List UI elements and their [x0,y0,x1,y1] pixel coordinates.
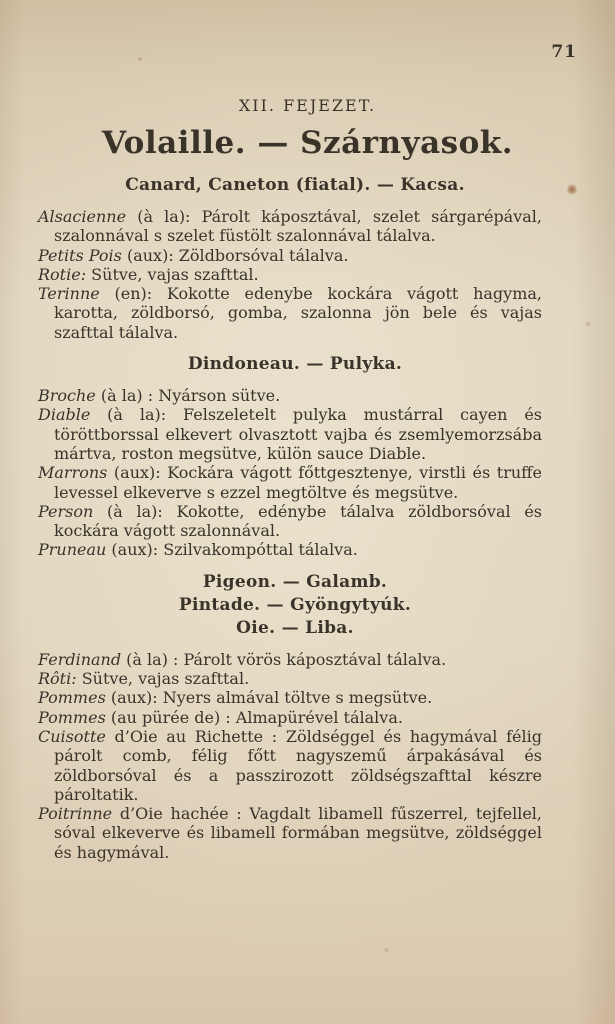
recipe-entry: Poitrinne d’Oie hachée : Vagdalt libamell fűszerrel, tejfellel, sóval elkeverve és libamell formában megsütve, zöldséggel és hagymával. [38,804,542,862]
recipe-entry: Pommes (au pürée de) : Almapürével tálalva. [38,707,403,727]
recipe-entry: Cuisotte d’Oie au Richette : Zöldséggel és hagymával félig párolt comb, félig főtt nagyszemű árpakásával és zöldborsóval és a passzirozott zöldségszafttal készre pároltatik. [38,726,542,804]
recipe-entry: Pruneau (aux): Szilvakompóttal tálalva. [38,540,358,560]
section-header-group [38,353,542,376]
recipe-entry: Terinne (en): Kokotte edenybe kockára vágott hagyma, karotta, zöldborsó, gomba, szalonna jön bele és vajas szafttal tálalva. [38,284,542,342]
section-header: Dindoneau. — Pulyka. [187,354,403,375]
content-sections [38,174,542,862]
recipe-entry: Petits Pois (aux): Zöldborsóval tálalva. [38,245,349,265]
entry-lead: Pommes [38,688,106,708]
section [38,571,542,862]
entry-lead: Cuisotte [38,726,106,746]
section-header: Pintade. — Gyöngytyúk. [178,594,412,615]
recipe-entry: Pommes (aux): Nyers almával töltve s megsütve. [38,688,433,708]
recipe-entry: Rotie: Sütve, vajas szafttal. [38,264,259,284]
entry-lead: Rotie: [38,264,87,284]
paper-speck [585,321,591,327]
entry-lead: Diable [38,405,91,425]
section [38,353,542,560]
section [38,174,542,342]
entry-lead: Pruneau [38,540,107,560]
page-title: Volaille. — Szárnyasok. [101,125,514,161]
recipe-entry: Broche (à la) : Nyárson sütve. [38,386,281,406]
recipe-entry: Ferdinand (à la) : Párolt vörös káposztával tálalva. [38,649,447,669]
entry-lead: Terinne [38,284,100,304]
recipe-entry: Alsacienne (à la): Párolt káposztával, szelet sárgarépával, szalonnával s szelet füstölt szalonnával tálalva. [38,207,542,246]
section-header: Pigeon. — Galamb. [202,571,388,592]
page-number: 71 [551,42,577,62]
section-header-group [38,571,542,640]
paper-speck [384,948,389,952]
recipe-entry: Rôti: Sütve, vajas szafttal. [38,669,250,689]
chapter-heading: XII. FEJEZET. [238,96,377,115]
entry-lead: Ferdinand [38,649,122,669]
entry-lead: Person [38,501,94,521]
section-header-group [38,174,542,197]
entry-lead: Broche [38,386,96,406]
entry-lead: Petits Pois [38,245,122,265]
entry-lead: Marrons [38,463,108,483]
section-header: Oie. — Liba. [236,617,354,638]
entry-lead: Pommes [38,707,106,727]
entry-lead: Poitrinne [38,804,113,824]
recipe-entry: Person (à la): Kokotte, edénybe tálalva zöldborsóval és kockára vágott szalonnával. [38,501,542,541]
entry-lead: Rôti: [38,669,77,689]
section-header: Canard, Caneton (fiatal). — Kacsa. [125,175,465,195]
entry-lead: Alsacienne [38,207,127,226]
paper-stain [567,184,577,195]
recipe-entry: Marrons (aux): Kockára vágott főttgesztenye, virstli és truffe levessel elkeverve s ezzel megtöltve és megsütve. [38,463,542,502]
recipe-entry: Diable (à la): Felszeletelt pulyka mustárral cayen és töröttborssal elkevert olvasztott vajba és zsemlyemorzsába mártva, roston megsütve, külön sauce Diable. [38,405,542,463]
